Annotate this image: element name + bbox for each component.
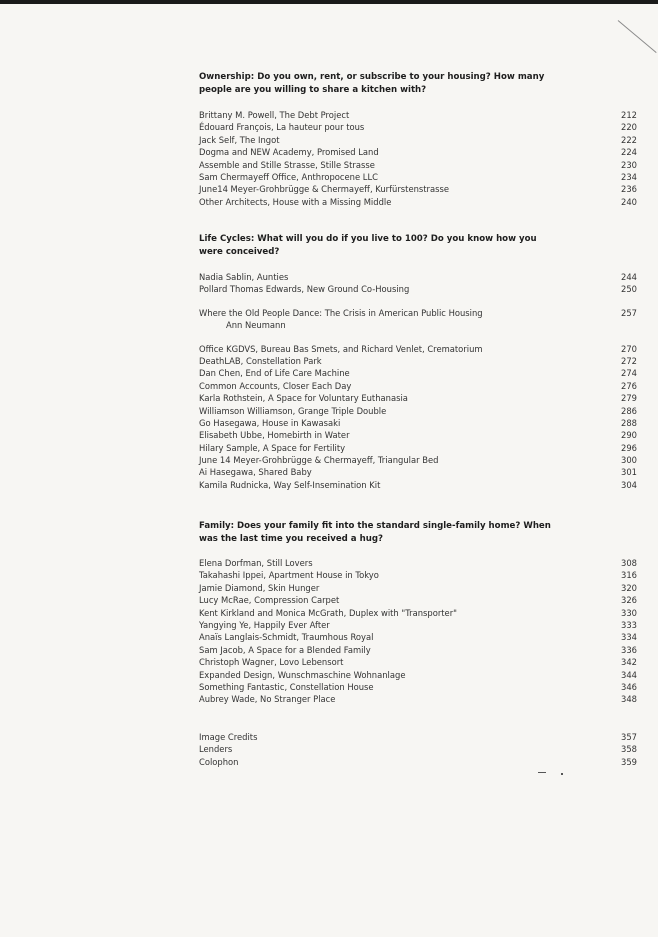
toc-entry[interactable] [199, 669, 637, 681]
section-life-cycles [199, 233, 637, 491]
toc-entry-essay[interactable] [199, 307, 637, 332]
entry-page: 300 [621, 455, 637, 466]
section-heading [199, 71, 637, 96]
entry-page: 296 [621, 442, 637, 453]
entry-title: Office KGDVS, Bureau Bas Smets, and Richard Venlet, Crematorium [199, 343, 483, 354]
entry-page: 358 [621, 744, 637, 755]
toc-entry[interactable] [199, 429, 637, 441]
entry-title: Dogma and NEW Academy, Promised Land [199, 147, 379, 158]
entry-title: Elena Dorfman, Still Lovers [199, 558, 313, 568]
toc-entry[interactable] [199, 681, 637, 693]
heading-line: were conceived? [199, 246, 280, 257]
entry-page: 240 [621, 196, 637, 207]
entry-page: 359 [621, 756, 637, 767]
entry-page: 279 [621, 393, 637, 404]
toc-entry[interactable] [199, 343, 637, 355]
entry-title: Nadia Sablin, Aunties [199, 272, 289, 282]
toc-entry[interactable] [199, 121, 637, 133]
entry-group [199, 109, 637, 208]
section-family [199, 520, 637, 706]
entry-page: 336 [621, 644, 637, 655]
toc-entry[interactable] [199, 582, 637, 594]
toc-entry[interactable] [199, 355, 637, 367]
entry-title: Colophon [199, 756, 239, 767]
heading-line: Life Cycles: What will you do if you live to 100? Do you know how you [199, 234, 537, 244]
entry-title: Aubrey Wade, No Stranger Place [199, 694, 336, 705]
entry-page: 257 [621, 307, 637, 318]
entry-author: Ann Neumann [226, 320, 286, 331]
entry-page: 236 [621, 184, 637, 195]
entry-page: 316 [621, 570, 637, 581]
page-top-edge [0, 0, 658, 4]
toc-entry[interactable] [199, 271, 637, 283]
toc-entry[interactable] [199, 756, 637, 768]
page-corner-fold [618, 20, 657, 53]
section-heading [199, 233, 637, 258]
entry-page: 288 [621, 417, 637, 428]
entry-title: Expanded Design, Wunschmaschine Wohnanlage [199, 669, 406, 680]
entry-page: 346 [621, 681, 637, 692]
entry-page: 230 [621, 159, 637, 170]
entry-page: 212 [621, 110, 637, 120]
entry-title: Elisabeth Ubbe, Homebirth in Water [199, 430, 350, 441]
entry-page: 244 [621, 272, 637, 282]
entry-page: 276 [621, 380, 637, 391]
toc-entry[interactable] [199, 454, 637, 466]
entry-title: Sam Chermayeff Office, Anthropocene LLC [199, 171, 378, 182]
entry-page: 220 [621, 122, 637, 133]
entry-title: Anaïs Langlais-Schmidt, Traumhous Royal [199, 632, 374, 643]
entry-title: Yangying Ye, Happily Ever After [199, 619, 330, 630]
entry-page: 272 [621, 355, 637, 366]
toc-entry[interactable] [199, 743, 637, 755]
entry-title: DeathLAB, Constellation Park [199, 355, 322, 366]
toc-entry[interactable] [199, 466, 637, 478]
toc-entry[interactable] [199, 442, 637, 454]
entry-title: Jack Self, The Ingot [199, 134, 280, 145]
entry-title: Christoph Wagner, Lovo Lebensort [199, 657, 344, 668]
entry-title: Image Credits [199, 732, 258, 742]
toc-entry[interactable] [199, 392, 637, 404]
toc-entry[interactable] [199, 159, 637, 171]
entry-title: Where the Old People Dance: The Crisis in American Public Housing [199, 307, 483, 318]
entry-title: Takahashi Ippei, Apartment House in Tokyo [199, 570, 379, 581]
entry-page: 274 [621, 368, 637, 379]
toc-entry[interactable] [199, 367, 637, 379]
entry-page: 301 [621, 467, 637, 478]
section-backmatter [199, 731, 637, 768]
entry-group [199, 557, 637, 706]
paper-speck [561, 773, 563, 775]
entry-page: 308 [621, 558, 637, 568]
toc-entry[interactable] [199, 283, 637, 295]
entry-page: 304 [621, 479, 637, 490]
toc-entry[interactable] [199, 619, 637, 631]
entry-title: Other Architects, House with a Missing Middle [199, 196, 392, 207]
toc-entry[interactable] [199, 569, 637, 581]
toc-entry[interactable] [199, 134, 637, 146]
entry-title: Édouard François, La hauteur pour tous [199, 122, 365, 133]
entry-title: Brittany M. Powell, The Debt Project [199, 110, 350, 120]
toc-entry[interactable] [199, 171, 637, 183]
entry-page: 224 [621, 147, 637, 158]
entry-title: Pollard Thomas Edwards, New Ground Co-Housing [199, 284, 410, 295]
toc-entry[interactable] [199, 109, 637, 121]
entry-page: 270 [621, 343, 637, 354]
entry-page: 320 [621, 582, 637, 593]
heading-line: was the last time you received a hug? [199, 533, 383, 544]
entry-page: 348 [621, 694, 637, 705]
entry-page: 290 [621, 430, 637, 441]
toc-entry[interactable] [199, 146, 637, 158]
entry-title: Hilary Sample, A Space for Fertility [199, 442, 346, 453]
entry-title: June14 Meyer-Grohbrügge & Chermayeff, Kurfürstenstrasse [199, 184, 450, 195]
heading-line: Family: Does your family fit into the standard single-family home? When [199, 521, 551, 531]
entry-title: Assemble and Stille Strasse, Stille Strasse [199, 159, 375, 170]
entry-title: Go Hasegawa, House in Kawasaki [199, 417, 341, 428]
entry-page: 344 [621, 669, 637, 680]
entry-page: 222 [621, 134, 637, 145]
entry-page: 342 [621, 657, 637, 668]
toc-entry[interactable] [199, 479, 637, 491]
entry-group [199, 271, 637, 296]
entry-title: June 14 Meyer-Grohbrügge & Chermayeff, Triangular Bed [199, 455, 439, 466]
toc-entry[interactable] [199, 644, 637, 656]
toc-entry[interactable] [199, 183, 637, 195]
entry-page: 357 [621, 732, 637, 742]
heading-line: Ownership: Do you own, rent, or subscribe to your housing? How many [199, 72, 545, 82]
toc-entry[interactable] [199, 656, 637, 668]
toc-entry[interactable] [199, 594, 637, 606]
entry-title: Ai Hasegawa, Shared Baby [199, 467, 312, 478]
toc-entry[interactable] [199, 631, 637, 643]
entry-title: Dan Chen, End of Life Care Machine [199, 368, 350, 379]
entry-title: Karla Rothstein, A Space for Voluntary Euthanasia [199, 393, 408, 404]
entry-title: Something Fantastic, Constellation House [199, 681, 374, 692]
entry-title: Kamila Rudnicka, Way Self-Insemination Kit [199, 479, 381, 490]
toc-entry[interactable] [199, 731, 637, 743]
entry-page: 250 [621, 284, 637, 295]
entry-title: Sam Jacob, A Space for a Blended Family [199, 644, 371, 655]
entry-title: Lucy McRae, Compression Carpet [199, 595, 340, 606]
toc-entry[interactable] [199, 405, 637, 417]
paper-speck [538, 772, 546, 773]
toc-entry[interactable] [199, 196, 637, 208]
toc-entry[interactable] [199, 693, 637, 705]
entry-page: 286 [621, 405, 637, 416]
entry-group [199, 343, 637, 492]
entry-group [199, 307, 637, 332]
entry-title: Kent Kirkland and Monica McGrath, Duplex with "Transporter" [199, 607, 458, 618]
entry-title: Williamson Williamson, Grange Triple Double [199, 405, 387, 416]
entry-title: Jamie Diamond, Skin Hunger [199, 582, 320, 593]
toc-entry[interactable] [199, 607, 637, 619]
entry-page: 326 [621, 595, 637, 606]
entry-title: Lenders [199, 744, 233, 755]
toc-entry[interactable] [199, 380, 637, 392]
section-heading [199, 520, 637, 545]
entry-page: 333 [621, 619, 637, 630]
heading-line: people are you willing to share a kitchen with? [199, 84, 427, 95]
entry-page: 330 [621, 607, 637, 618]
entry-page: 234 [621, 171, 637, 182]
entry-page: 334 [621, 632, 637, 643]
toc-entry[interactable] [199, 417, 637, 429]
section-ownership [199, 71, 637, 208]
toc-entry[interactable] [199, 557, 637, 569]
entry-title: Common Accounts, Closer Each Day [199, 380, 352, 391]
